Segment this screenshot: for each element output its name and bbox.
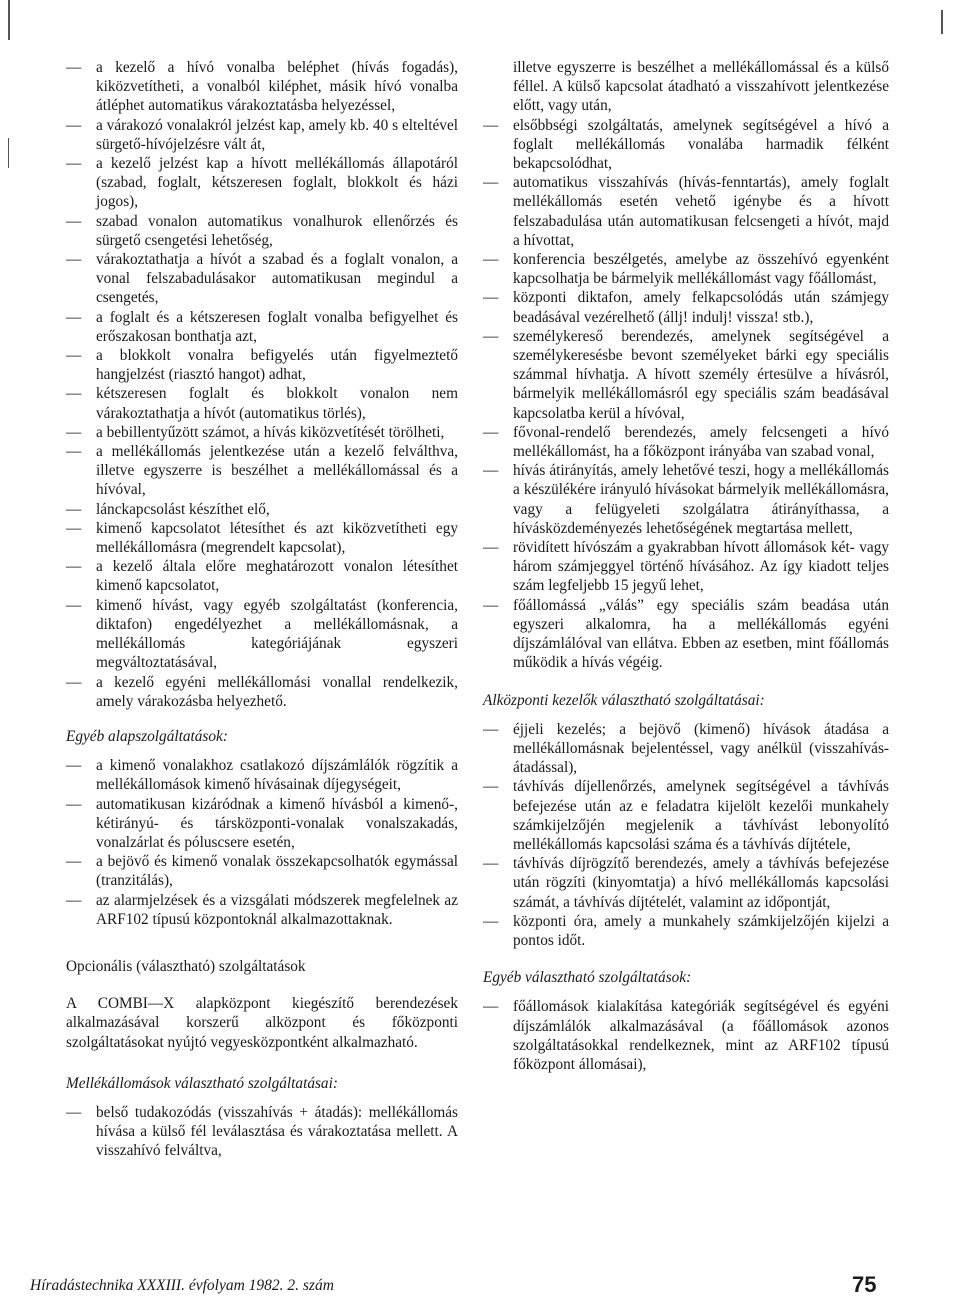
dash-bullet: — — [483, 855, 499, 873]
combi-paragraph: A COMBI—X alapközpont kiegészítő berendezések alkalmazásával korszerű alközpont és főközponti szolgáltatásokat nyújtó vegyesközpontként alkalmazható. — [66, 995, 458, 1051]
dash-bullet: — — [66, 757, 82, 775]
dash-bullet: — — [66, 500, 82, 518]
dash-bullet: — — [483, 539, 499, 557]
basic-service-list — [66, 756, 458, 929]
list-item-text: távhívás díjrögzítő berendezés, amely a távhívás befejezése után rögzíti (kinyomtatja) a hívó mellékállomás kapcsolási számát, a távhívás díjtételét, valamint az időpontját, — [513, 855, 889, 911]
list-item — [66, 557, 458, 595]
list-item-text: személykereső berendezés, amelynek segítségével a személykeresésbe bevont személyeket bárki egy speciális számmal hívhatja. A hívott személy értesülve a hívásról, bármelyik mellékállomásról egy speciális szám beadásával kapcsolatba kerül a hívóval, — [513, 327, 889, 422]
list-item-text: automatikusan kizáródnak a kimenő hívásból a kimenő-, kétirányú- és társközponti-vonalak vonalszakadás, vonalzárlat és póluscsere esetén, — [96, 795, 458, 851]
list-item-text: automatikus visszahívás (hívás-fenntartás), amely foglalt mellékállomás esetén vehető igénybe és a hívott felszabadulása után automatikusan felcsengeti a hívót, majd a hívottat, — [513, 174, 889, 249]
page-number: 75 — [852, 1272, 877, 1297]
list-item-text: szabad vonalon automatikus vonalhurok ellenőrzés és sürgető csengetési lehetőség, — [96, 212, 458, 249]
list-item — [483, 288, 889, 326]
dash-bullet: — — [66, 59, 82, 76]
dash-bullet: — — [66, 212, 82, 230]
list-item — [483, 854, 889, 912]
list-item-text: a foglalt és a kétszeresen foglalt vonalba befigyelhet és erőszakosan bonthatja azt, — [96, 308, 458, 345]
other-optional-list — [483, 997, 889, 1074]
list-item — [66, 442, 458, 500]
list-item — [66, 795, 458, 853]
list-item-text: éjjeli kezelés; a bejövő (kimenő) hívások átadása a mellékállomásnak bejelentéssel, vagy anélkül (visszahívás-átadással), — [513, 720, 889, 777]
dash-bullet: — — [483, 462, 499, 480]
extension-feature-list — [483, 116, 889, 673]
dash-bullet: — — [66, 673, 82, 691]
list-item — [483, 327, 889, 423]
list-item — [66, 852, 458, 890]
list-item-text: a kimenő vonalakhoz csatlakozó díjszámlálók rögzítik a mellékállomások kimenő hívásainak díjegységeit, — [96, 757, 458, 794]
list-item-text: központi óra, amely a munkahely számkijelzőjén kijelzi a pontos időt. — [513, 912, 889, 949]
operator-optional-list — [483, 720, 889, 950]
list-item-text: főállomássá „válás” egy speciális szám beadása után egyszeri alkalomra, ha a mellékállomás egyéni díjszámlálóval van ellátva. Ebben az esetben, mint főállomás működik a hívás végéig. — [513, 596, 889, 672]
list-item — [66, 154, 458, 212]
list-item — [483, 538, 889, 596]
dash-bullet: — — [66, 155, 82, 173]
dash-bullet: — — [483, 327, 499, 345]
list-item-text: belső tudakozódás (visszahívás + átadás): mellékállomás hívása a külső fél leválasztása és várakoztatása mellett. A visszahívó felváltva, — [96, 1103, 458, 1160]
list-item — [483, 116, 889, 174]
dash-bullet: — — [66, 795, 82, 813]
dash-bullet: — — [66, 385, 82, 403]
dash-bullet: — — [483, 174, 499, 192]
scan-edge-mark — [941, 10, 943, 34]
dash-bullet: — — [66, 1103, 82, 1121]
list-item — [66, 1103, 458, 1161]
list-item-text: főállomások kialakítása kategóriák segítségével és egyéni díjszámlálók alkalmazásával (a főállomások azonos szolgáltatásokkal rendelkeznek, mint az ARF102 típusú főközpont állomásai), — [513, 998, 889, 1073]
dash-bullet: — — [66, 443, 82, 461]
list-item — [66, 500, 458, 519]
list-item — [66, 250, 458, 308]
list-item-text: a kezelő egyéni mellékállomási vonallal rendelkezik, amely várakozásba helyezhető. — [96, 673, 458, 710]
list-item-text: rövidített hívószám a gyakrabban hívott állomások két- vagy három számjeggyel történő hívásához. Az így kiadott teljes szám legfeljebb 15 jegyű lehet, — [513, 539, 889, 595]
list-item-text: kimenő kapcsolatot létesíthet és azt kiközvetítheti egy mellékállomásra (megrendelt kapcsolat), — [96, 519, 458, 557]
list-item — [66, 212, 458, 250]
list-item — [483, 720, 889, 778]
list-item — [483, 173, 889, 250]
list-item — [66, 58, 458, 116]
list-item — [483, 250, 889, 288]
list-item-text: a várakozó vonalakról jelzést kap, amely kb. 40 s elteltével sürgető-hívójelzésre vált át, — [96, 116, 458, 153]
dash-bullet: — — [66, 251, 82, 269]
list-item — [66, 519, 458, 557]
heading-operator-optional-services: Alközponti kezelők választható szolgáltatásai: — [483, 691, 765, 709]
operator-feature-list — [66, 58, 458, 711]
journal-footer: Híradástechnika XXXIII. évfolyam 1982. 2. szám — [30, 1277, 334, 1294]
dash-bullet: — — [66, 891, 82, 909]
list-item — [483, 596, 889, 673]
dash-bullet: — — [483, 423, 499, 441]
list-item-text: a kezelő jelzést kap a hívott mellékállomás állapotáról (szabad, foglalt, kétszeresen foglalt, blokkolt és házi jogos), — [96, 155, 458, 211]
list-item-text: a bejövő és kimenő vonalak összekapcsolhatók egymással (tranzitálás), — [96, 853, 458, 890]
list-item — [66, 891, 458, 929]
list-item-text: kimenő hívást, vagy egyéb szolgáltatást (konferencia, diktafon) engedélyezhet a mellékállomásnak, a mellékállomás kategóriájának egyszeri megváltoztatásával, — [96, 596, 458, 672]
list-item-text: a kezelő általa előre meghatározott vonalon létesíthet kimenő kapcsolatot, — [96, 558, 458, 595]
dash-bullet: — — [483, 720, 499, 738]
list-item-text: távhívás díjellenőrzés, amelynek segítségével a távhívás befejezése után az e feladatra kijelölt kezelői munkahely számkijelzőjén megjelenik a távhívást lebonyolító mellékállomás kapcsolási száma és a távhívás díjtétele, — [513, 778, 889, 853]
dash-bullet: — — [66, 347, 82, 365]
list-item-text: hívás átirányítás, amely lehetővé teszi, hogy a mellékállomás a készülékére irányuló hívásokat bármelyik mellékállomásra, vagy a felügyeleti szolgálatra átirányíthassa, a hívásközdeményezés lehetőségének megtartása mellett, — [513, 462, 889, 537]
list-item — [66, 673, 458, 711]
list-item — [66, 346, 458, 384]
heading-extension-optional-services: Mellékállomások választható szolgáltatásai: — [66, 1074, 338, 1092]
list-item — [66, 116, 458, 154]
list-item-text: kétszeresen foglalt és blokkolt vonalon nem várakoztathatja a hívót (automatikus törlés), — [96, 385, 458, 422]
dash-bullet: — — [66, 116, 82, 134]
list-item-text: várakoztathatja a hívót a szabad és a foglalt vonalon, a vonal felszabadulásakor automatikusan megindul a csengetés, — [96, 251, 458, 307]
list-item-text: fővonal-rendelő berendezés, amely felcsengeti a hívó mellékállomást, ha a főközpont irányába van szabad vonal, — [513, 423, 889, 461]
dash-bullet: — — [66, 519, 82, 537]
continuation-text: illetve egyszerre is beszélhet a mellékállomással és a külső féllel. A külső kapcsolat átadható a visszahívott jelentkezése előtt, vagy után, — [513, 59, 889, 115]
list-item — [483, 423, 889, 461]
list-item-text: elsőbbségi szolgáltatás, amelynek segítségével a hívó a foglalt mellékállomás vonalába harmadik félként bekapcsolódhat, — [513, 116, 889, 173]
list-item-text: a kezelő a hívó vonalba beléphet (hívás fogadás), kiközvetítheti, a vonalból kiléphet, másik hívó vonalba átléphet automatikus várakoztatásba helyezéssel, — [96, 59, 458, 115]
dash-bullet: — — [483, 116, 499, 134]
dash-bullet: — — [66, 596, 82, 614]
list-item-text: központi diktafon, amely felkapcsolódás után számjegy beadásával vezérelhető (állj! indulj! vissza! stb.), — [513, 289, 889, 326]
extension-optional-list — [66, 1103, 458, 1161]
heading-optional-services: Opcionális (választható) szolgáltatások — [66, 957, 306, 975]
list-item-text: a bebillentyűzött számot, a hívás kiközvetítését törölheti, — [96, 423, 445, 441]
dash-bullet: — — [483, 778, 499, 796]
left-column — [66, 58, 458, 1161]
list-item — [483, 912, 889, 950]
dash-bullet: — — [483, 251, 499, 269]
list-item — [483, 777, 889, 854]
list-item-text: konferencia beszélgetés, amelybe az összehívó egyenként kapcsolhatja be bármelyik mellékállomást vagy főállomást, — [513, 251, 889, 288]
list-item — [66, 384, 458, 422]
dash-bullet: — — [483, 912, 499, 930]
scan-edge-mark — [8, 0, 10, 40]
heading-other-basic-services: Egyéb alapszolgáltatások: — [66, 727, 228, 745]
dash-bullet: — — [66, 423, 82, 441]
dash-bullet: — — [483, 596, 499, 614]
scan-edge-mark — [8, 138, 9, 168]
dash-bullet: — — [483, 289, 499, 307]
list-item — [66, 308, 458, 346]
dash-bullet: — — [483, 998, 499, 1016]
list-item — [66, 756, 458, 794]
dash-bullet: — — [66, 853, 82, 871]
dash-bullet: — — [66, 558, 82, 576]
list-item — [66, 423, 458, 442]
heading-other-optional-services: Egyéb választható szolgáltatások: — [483, 969, 692, 987]
list-item-text: a blokkolt vonalra befigyelés után figyelmeztető hangjelzést (riasztó hangot) adhat, — [96, 347, 458, 384]
list-item — [66, 596, 458, 673]
list-item-text: lánckapcsolást készíthet elő, — [96, 500, 270, 518]
list-item-text: az alarmjelzések és a vizsgálati módszerek megfelelnek az ARF102 típusú központoknál alkalmazottaknak. — [96, 891, 458, 928]
right-column — [483, 58, 889, 1074]
list-item — [483, 997, 889, 1074]
dash-bullet: — — [66, 308, 82, 326]
list-item-text: a mellékállomás jelentkezése után a kezelő felválthva, illetve egyszerre is beszélhet a mellékállomással és a hívóval, — [96, 443, 458, 499]
list-item — [483, 461, 889, 538]
